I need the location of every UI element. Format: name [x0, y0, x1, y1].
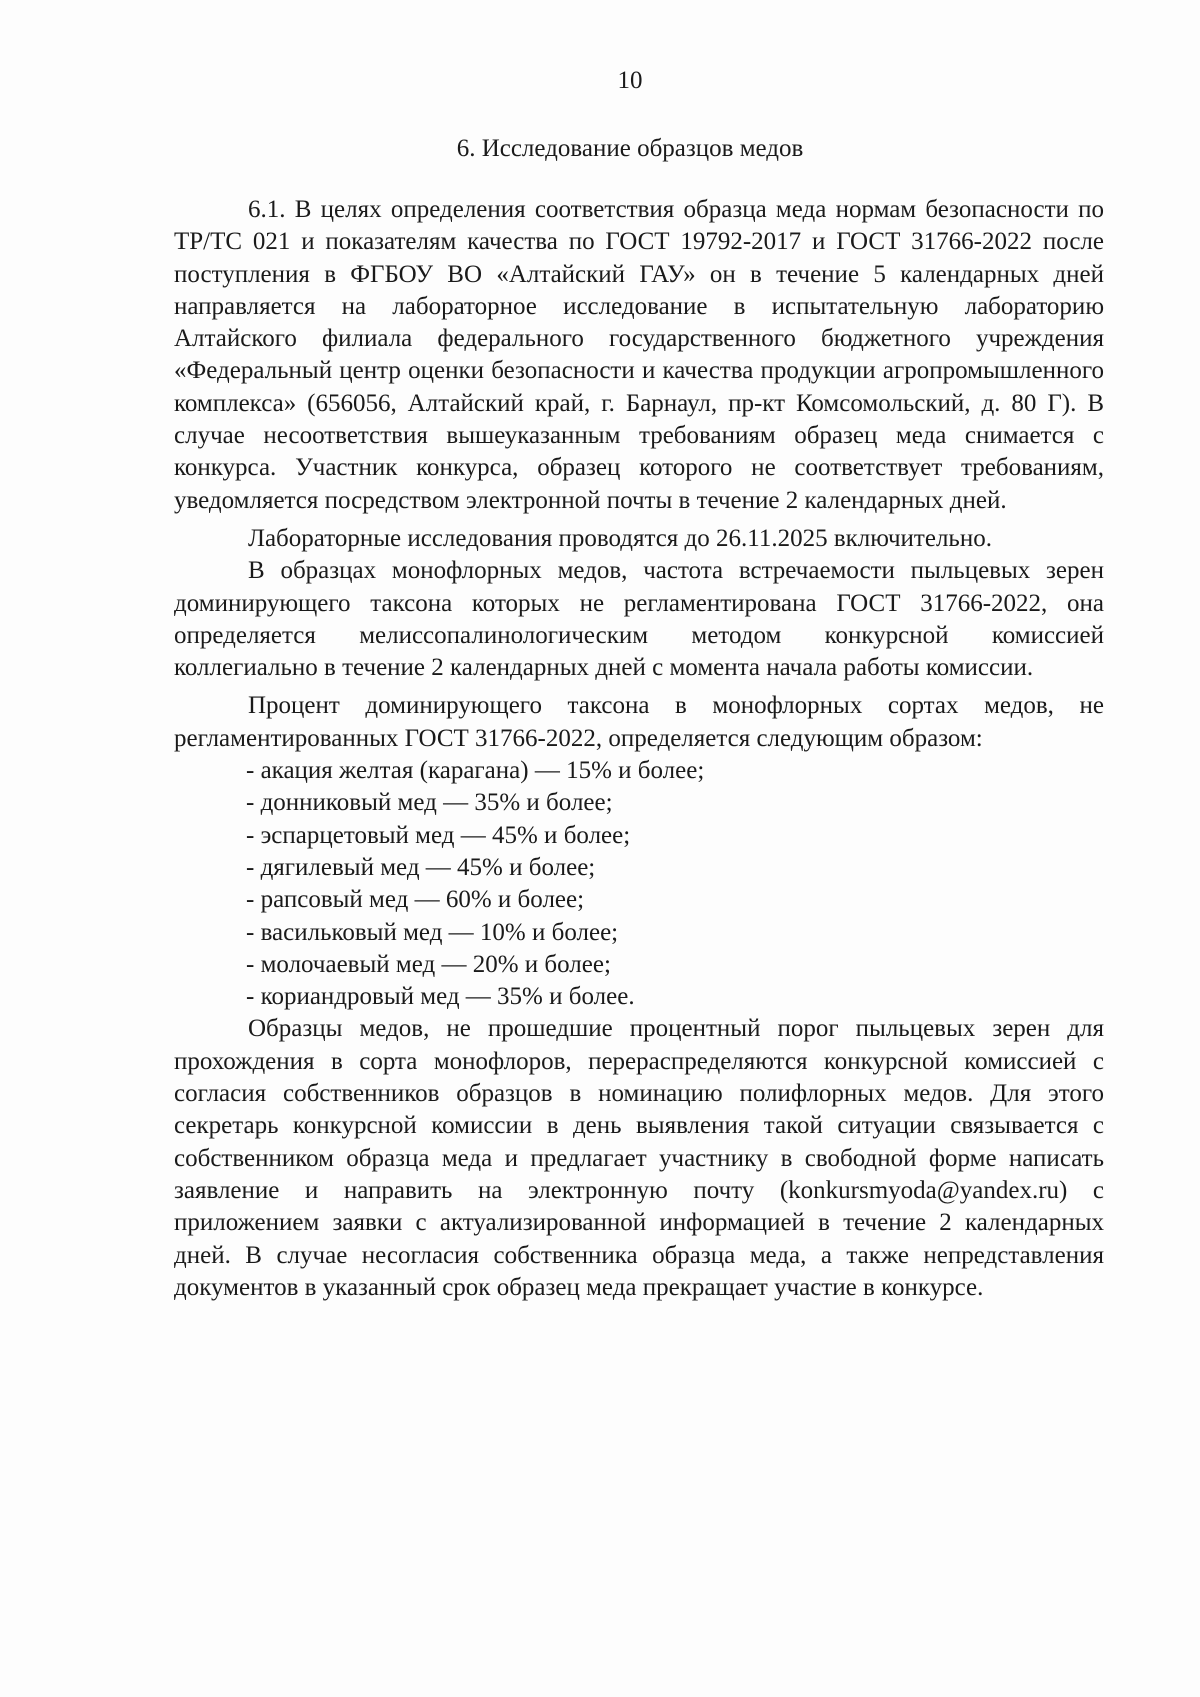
paragraph-redistribution: Образцы медов, не прошедшие процентный порог пыльцевых зерен для прохождения в сорта монофлоров, перераспределяются конкурсной комиссией с согласия собственников образцов в номинацию полифлорных медов. Для этого секретарь конкурсной комиссии в день выявления такой ситуации связывается с собственником образца меда и предлагает участнику в свободной форме написать заявление и направить на электронную почту (konkursmyoda@yandex.ru) с приложением заявки с актуализированной информацией в течение 2 календарных дней. В случае несогласия собственника образца меда, а также непредставления документов в указанный срок образец меда прекращает участие в конкурсе.: [174, 1015, 1104, 1301]
paragraph-dominant-taxon: Процент доминирующего таксона в монофлорных сортах медов, не регламентированных ГОСТ 31766-2022, определяется следующим образом:: [174, 692, 1104, 752]
list-item: - акация желтая (карагана) — 15% и более;: [246, 757, 705, 785]
body-text: [174, 194, 1104, 1304]
list-item: - кориандровый мед — 35% и более.: [246, 983, 635, 1011]
paragraph-monofloral-pollen: В образцах монофлорных медов, частота встречаемости пыльцевых зерен доминирующего таксона которых не регламентирована ГОСТ 31766-2022, она определяется мелиссопалинологическим методом конкурсной комиссией коллегиально в течение 2 календарных дней с момента начала работы комиссии.: [174, 557, 1104, 682]
list-item: - молочаевый мед — 20% и более;: [246, 950, 611, 978]
list-item: - эспарцетовый мед — 45% и более;: [246, 821, 631, 849]
list-item: - васильковый мед — 10% и более;: [246, 918, 619, 946]
list-item: - дягилевый мед — 45% и более;: [246, 853, 596, 881]
list-item: - донниковый мед — 35% и более;: [246, 789, 613, 817]
taxon-threshold-list: [174, 755, 1104, 1013]
list-item: - рапсовый мед — 60% и более;: [246, 886, 585, 914]
paragraph-lab-deadline: Лабораторные исследования проводятся до 26.11.2025 включительно.: [248, 524, 992, 552]
section-title: 6. Исследование образцов медов: [456, 135, 804, 162]
page-number: 10: [617, 67, 643, 94]
paragraph-6-1: 6.1. В целях определения соответствия образца меда нормам безопасности по ТР/ТС 021 и показателям качества по ГОСТ 19792-2017 и ГОСТ 31766-2022 после поступления в ФГБОУ ВО «Алтайский ГАУ» он в течение 5 календарных дней направляется на лабораторное исследование в испытательную лабораторию Алтайского филиала федерального государственного бюджетного учреждения «Федеральный центр оценки безопасности и качества продукции агропромышленного комплекса» (656056, Алтайский край, г. Барнаул, пр-кт Комсомольский, д. 80 Г). В случае несоответствия вышеуказанным требованиям образец меда снимается с конкурса. Участник конкурса, образец которого не соответствует требованиям, уведомляется посредством электронной почты в течение 2 календарных дней.: [174, 196, 1104, 514]
